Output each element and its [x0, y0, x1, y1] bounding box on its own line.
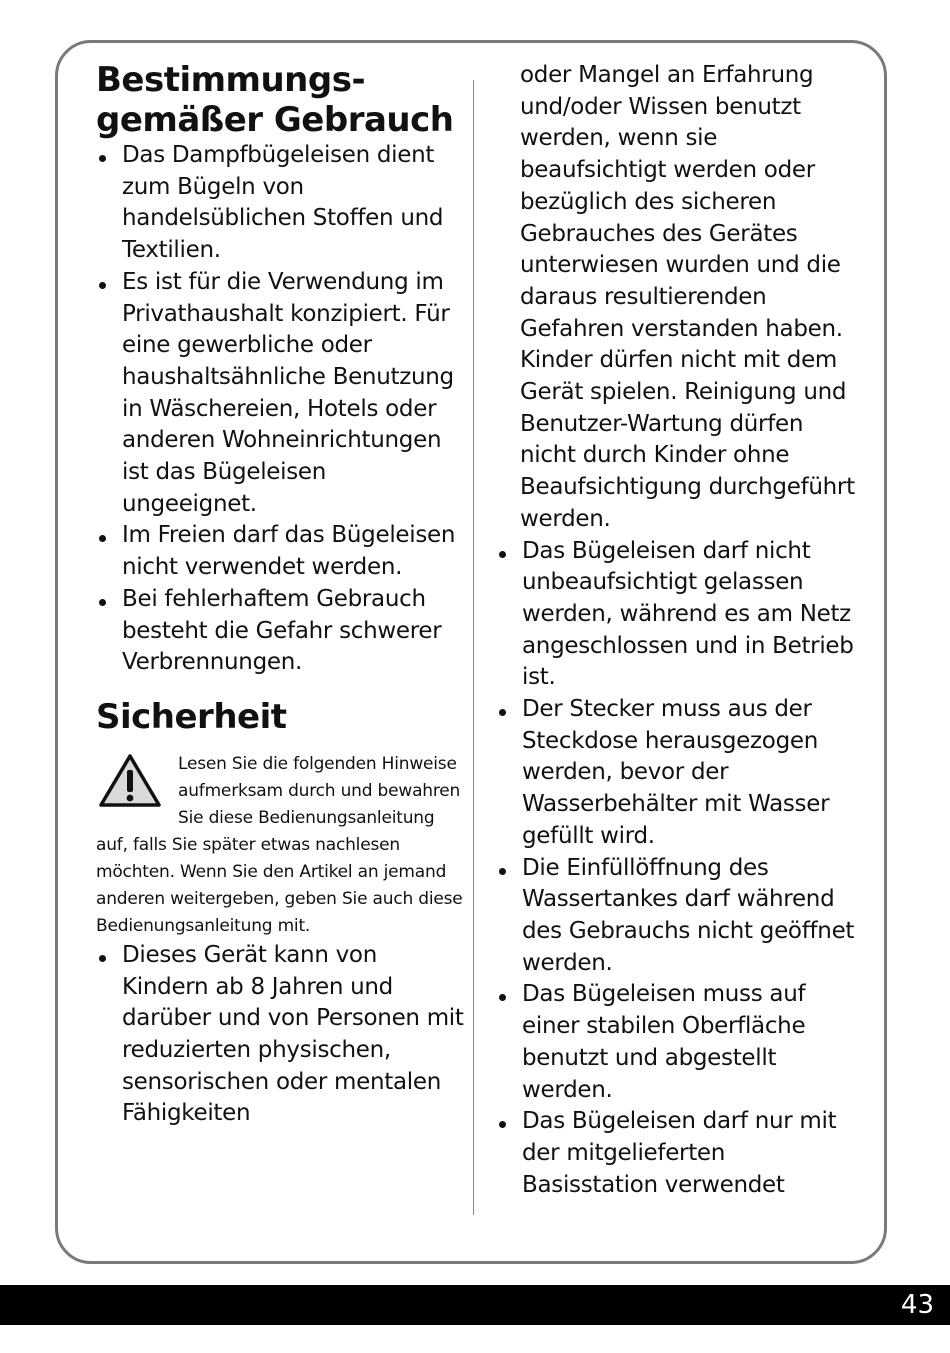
warning-triangle-icon: [98, 753, 162, 809]
list-item: Das Dampfbügeleisen dient zum Bügeln von handelsüblichen Stoffen und Textilien.: [96, 140, 466, 267]
footer-bar: [0, 1285, 950, 1325]
list-item: Das Bügeleisen muss auf einer stabilen Oberfläche benutzt und abgestellt werden.: [496, 979, 858, 1106]
heading-safety: Sicherheit: [96, 696, 287, 737]
list-item: Bei fehlerhaftem Gebrauch besteht die Gefahr schwerer Verbrennungen.: [96, 584, 466, 679]
list-item: Der Stecker muss aus der Steckdose herausgezogen werden, bevor der Wasserbehälter mit Wasser gefüllt wird.: [496, 694, 858, 853]
column-divider: [473, 80, 474, 1215]
list-item: Dieses Gerät kann von Kindern ab 8 Jahren und darüber und von Personen mit reduzierten physischen, sensorischen oder mentalen Fähigkeiten: [96, 940, 466, 1130]
intended-use-list: [96, 140, 466, 679]
page-number: 43: [900, 1290, 934, 1320]
safety-list-continued: [496, 536, 858, 1202]
warning-notice: [96, 751, 466, 940]
list-item: Das Bügeleisen darf nicht unbeaufsichtigt gelassen werden, während es am Netz angeschlossen und in Betrieb ist.: [496, 536, 858, 695]
left-column: [96, 60, 466, 1130]
safety-list: [96, 940, 466, 1130]
continued-paragraph: oder Mangel an Erfahrung und/oder Wissen benutzt werden, wenn sie beaufsichtigt werden oder bezüglich des sicheren Gebrauches des Gerätes unterwiesen wurden und die daraus resultierenden Gefahren verstanden haben. Kinder dürfen nicht mit dem Gerät spielen. Reinigung und Benutzer-Wartung dürfen nicht durch Kinder ohne Beaufsichtigung durchgeführt werden.: [520, 62, 855, 532]
list-item: Es ist für die Verwendung im Privathaushalt konzipiert. Für eine gewerbliche oder haushaltsähnliche Benutzung in Wäschereien, Hotels oder anderen Wohneinrichtungen ist das Bügeleisen ungeeignet.: [96, 267, 466, 521]
list-item: Das Bügeleisen darf nur mit der mitgelieferten Basisstation verwendet: [496, 1106, 858, 1201]
heading-intended-use: Bestimmungs- gemäßer Gebrauch: [96, 60, 454, 140]
list-item: Die Einfüllöffnung des Wassertankes darf während des Gebrauchs nicht geöffnet werden.: [496, 853, 858, 980]
warning-text: Lesen Sie die folgenden Hinweise aufmerksam durch und bewahren Sie diese Bedienungsanleitung auf, falls Sie später etwas nachlesen möchten. Wenn Sie den Artikel an jemand anderen weitergeben, geben Sie auch diese Bedienungsanleitung mit.: [96, 753, 463, 936]
right-column: [496, 60, 858, 1201]
list-item: Im Freien darf das Bügeleisen nicht verwendet werden.: [96, 520, 466, 583]
